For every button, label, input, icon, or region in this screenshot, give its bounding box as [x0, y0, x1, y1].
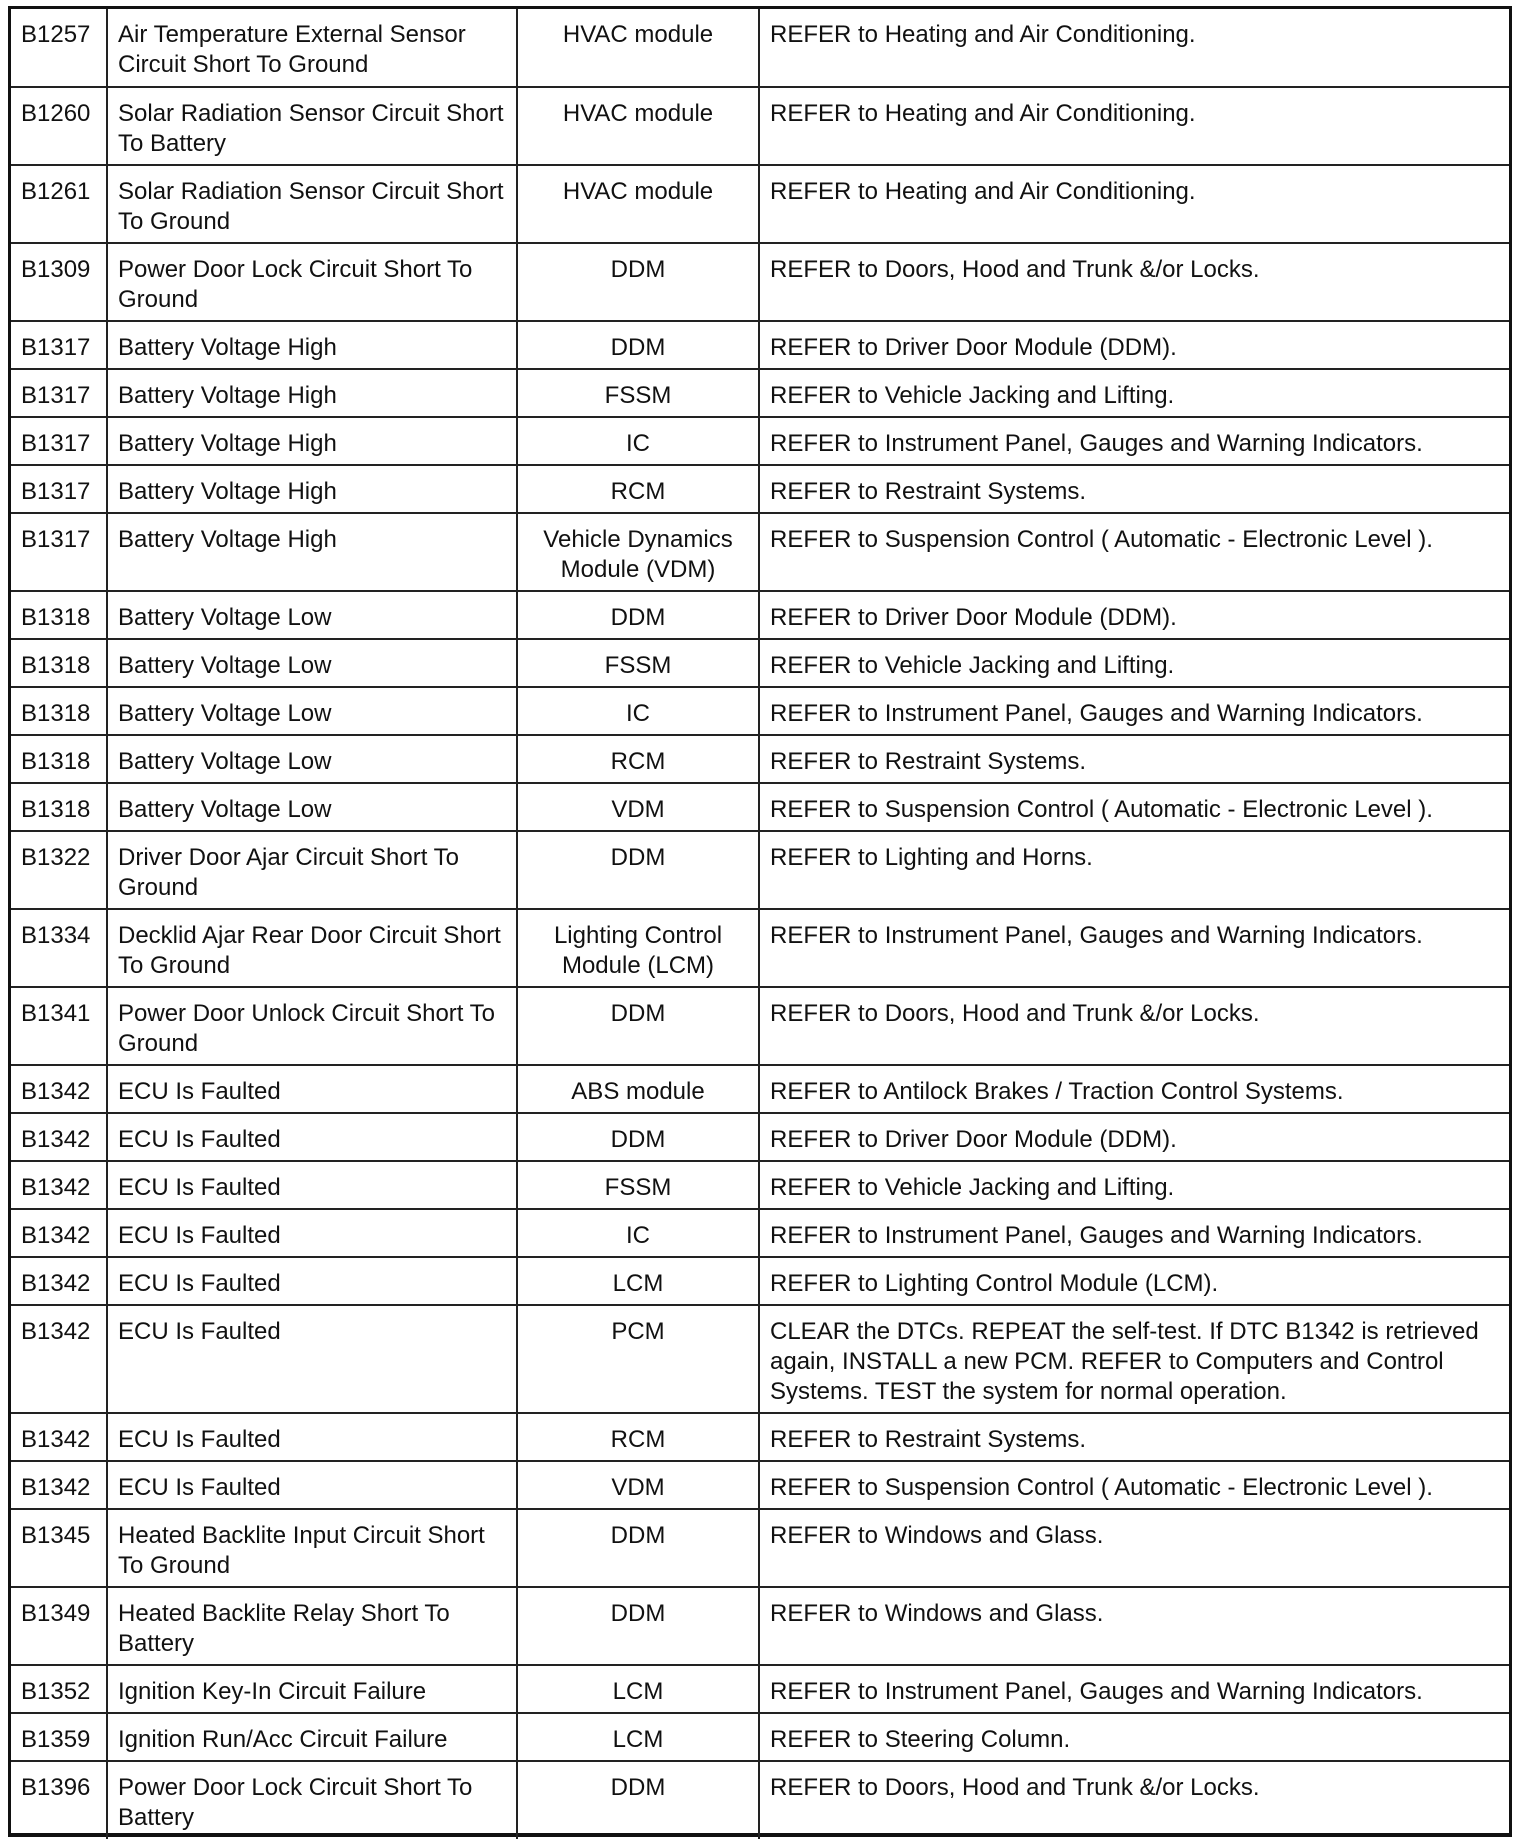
dtc-code-cell: B1257: [11, 9, 107, 87]
module-cell: RCM: [517, 1413, 759, 1461]
table-row: [11, 783, 1509, 831]
dtc-code-cell: B1349: [11, 1587, 107, 1665]
module-cell: PCM: [517, 1305, 759, 1413]
module-cell: LCM: [517, 1665, 759, 1713]
action-cell: REFER to Vehicle Jacking and Lifting.: [759, 369, 1509, 417]
module-cell: FSSM: [517, 639, 759, 687]
table-row: [11, 1305, 1509, 1413]
module-cell: IC: [517, 1209, 759, 1257]
module-cell: DDM: [517, 1587, 759, 1665]
description-cell: ECU Is Faulted: [107, 1305, 517, 1413]
description-cell: ECU Is Faulted: [107, 1065, 517, 1113]
description-cell: Battery Voltage High: [107, 321, 517, 369]
description-cell: Air Temperature External Sensor Circuit Short To Ground: [107, 9, 517, 87]
dtc-code-cell: B1342: [11, 1257, 107, 1305]
action-cell: REFER to Doors, Hood and Trunk &/or Locks.: [759, 1761, 1509, 1839]
module-cell: RCM: [517, 735, 759, 783]
action-cell: REFER to Vehicle Jacking and Lifting.: [759, 1161, 1509, 1209]
action-cell: REFER to Instrument Panel, Gauges and Warning Indicators.: [759, 909, 1509, 987]
module-cell: HVAC module: [517, 87, 759, 165]
module-cell: FSSM: [517, 369, 759, 417]
dtc-code-cell: B1345: [11, 1509, 107, 1587]
dtc-table: [11, 9, 1509, 1839]
table-row: [11, 639, 1509, 687]
description-cell: Ignition Run/Acc Circuit Failure: [107, 1713, 517, 1761]
module-cell: Lighting Control Module (LCM): [517, 909, 759, 987]
description-cell: Battery Voltage Low: [107, 639, 517, 687]
module-cell: VDM: [517, 1461, 759, 1509]
table-row: [11, 1065, 1509, 1113]
action-cell: REFER to Driver Door Module (DDM).: [759, 1113, 1509, 1161]
dtc-code-cell: B1342: [11, 1209, 107, 1257]
action-cell: REFER to Instrument Panel, Gauges and Warning Indicators.: [759, 687, 1509, 735]
dtc-code-cell: B1318: [11, 639, 107, 687]
dtc-code-cell: B1342: [11, 1413, 107, 1461]
table-row: [11, 735, 1509, 783]
dtc-code-cell: B1261: [11, 165, 107, 243]
module-cell: IC: [517, 417, 759, 465]
table-row: [11, 465, 1509, 513]
action-cell: REFER to Doors, Hood and Trunk &/or Locks.: [759, 987, 1509, 1065]
dtc-table-body: [11, 9, 1509, 1839]
dtc-code-cell: B1342: [11, 1161, 107, 1209]
description-cell: Battery Voltage Low: [107, 687, 517, 735]
description-cell: Heated Backlite Relay Short To Battery: [107, 1587, 517, 1665]
module-cell: DDM: [517, 1761, 759, 1839]
action-cell: REFER to Heating and Air Conditioning.: [759, 9, 1509, 87]
description-cell: Solar Radiation Sensor Circuit Short To Battery: [107, 87, 517, 165]
table-row: [11, 1713, 1509, 1761]
module-cell: RCM: [517, 465, 759, 513]
dtc-code-cell: B1318: [11, 783, 107, 831]
description-cell: Battery Voltage Low: [107, 591, 517, 639]
table-row: [11, 417, 1509, 465]
action-cell: CLEAR the DTCs. REPEAT the self-test. If DTC B1342 is retrieved again, INSTALL a new PCM. REFER to Computers and Control Systems. TEST the system for normal operation.: [759, 1305, 1509, 1413]
dtc-code-cell: B1260: [11, 87, 107, 165]
module-cell: DDM: [517, 321, 759, 369]
dtc-code-cell: B1317: [11, 369, 107, 417]
module-cell: LCM: [517, 1257, 759, 1305]
dtc-code-cell: B1318: [11, 591, 107, 639]
dtc-code-cell: B1342: [11, 1461, 107, 1509]
description-cell: ECU Is Faulted: [107, 1209, 517, 1257]
description-cell: Driver Door Ajar Circuit Short To Ground: [107, 831, 517, 909]
module-cell: DDM: [517, 243, 759, 321]
description-cell: ECU Is Faulted: [107, 1161, 517, 1209]
description-cell: ECU Is Faulted: [107, 1257, 517, 1305]
action-cell: REFER to Steering Column.: [759, 1713, 1509, 1761]
dtc-code-cell: B1322: [11, 831, 107, 909]
action-cell: REFER to Vehicle Jacking and Lifting.: [759, 639, 1509, 687]
module-cell: DDM: [517, 1509, 759, 1587]
action-cell: REFER to Windows and Glass.: [759, 1509, 1509, 1587]
action-cell: REFER to Suspension Control ( Automatic - Electronic Level ).: [759, 513, 1509, 591]
dtc-table-sheet: [8, 6, 1512, 1837]
action-cell: REFER to Instrument Panel, Gauges and Warning Indicators.: [759, 1209, 1509, 1257]
dtc-code-cell: B1318: [11, 735, 107, 783]
dtc-code-cell: B1342: [11, 1113, 107, 1161]
description-cell: ECU Is Faulted: [107, 1461, 517, 1509]
table-row: [11, 243, 1509, 321]
dtc-code-cell: B1342: [11, 1065, 107, 1113]
table-row: [11, 1587, 1509, 1665]
table-row: [11, 831, 1509, 909]
table-row: [11, 1413, 1509, 1461]
dtc-code-cell: B1334: [11, 909, 107, 987]
table-row: [11, 9, 1509, 87]
table-row: [11, 1113, 1509, 1161]
table-row: [11, 321, 1509, 369]
dtc-code-cell: B1352: [11, 1665, 107, 1713]
table-row: [11, 1461, 1509, 1509]
action-cell: REFER to Suspension Control ( Automatic - Electronic Level ).: [759, 1461, 1509, 1509]
action-cell: REFER to Restraint Systems.: [759, 735, 1509, 783]
action-cell: REFER to Driver Door Module (DDM).: [759, 591, 1509, 639]
description-cell: Heated Backlite Input Circuit Short To Ground: [107, 1509, 517, 1587]
dtc-code-cell: B1341: [11, 987, 107, 1065]
dtc-code-cell: B1396: [11, 1761, 107, 1839]
table-row: [11, 1257, 1509, 1305]
description-cell: Power Door Lock Circuit Short To Battery: [107, 1761, 517, 1839]
dtc-code-cell: B1317: [11, 465, 107, 513]
module-cell: FSSM: [517, 1161, 759, 1209]
table-row: [11, 513, 1509, 591]
table-row: [11, 1509, 1509, 1587]
module-cell: HVAC module: [517, 165, 759, 243]
description-cell: ECU Is Faulted: [107, 1413, 517, 1461]
action-cell: REFER to Lighting and Horns.: [759, 831, 1509, 909]
description-cell: Battery Voltage High: [107, 369, 517, 417]
action-cell: REFER to Restraint Systems.: [759, 1413, 1509, 1461]
table-row: [11, 165, 1509, 243]
action-cell: REFER to Instrument Panel, Gauges and Warning Indicators.: [759, 417, 1509, 465]
action-cell: REFER to Windows and Glass.: [759, 1587, 1509, 1665]
action-cell: REFER to Restraint Systems.: [759, 465, 1509, 513]
module-cell: LCM: [517, 1713, 759, 1761]
description-cell: Power Door Unlock Circuit Short To Ground: [107, 987, 517, 1065]
table-row: [11, 591, 1509, 639]
table-row: [11, 1161, 1509, 1209]
description-cell: Power Door Lock Circuit Short To Ground: [107, 243, 517, 321]
module-cell: ABS module: [517, 1065, 759, 1113]
action-cell: REFER to Suspension Control ( Automatic - Electronic Level ).: [759, 783, 1509, 831]
table-row: [11, 687, 1509, 735]
action-cell: REFER to Doors, Hood and Trunk &/or Locks.: [759, 243, 1509, 321]
table-row: [11, 1761, 1509, 1839]
table-row: [11, 87, 1509, 165]
module-cell: IC: [517, 687, 759, 735]
module-cell: DDM: [517, 831, 759, 909]
table-row: [11, 1665, 1509, 1713]
dtc-code-cell: B1317: [11, 417, 107, 465]
dtc-code-cell: B1318: [11, 687, 107, 735]
module-cell: DDM: [517, 591, 759, 639]
action-cell: REFER to Driver Door Module (DDM).: [759, 321, 1509, 369]
dtc-code-cell: B1317: [11, 321, 107, 369]
table-row: [11, 1209, 1509, 1257]
description-cell: Ignition Key-In Circuit Failure: [107, 1665, 517, 1713]
description-cell: Battery Voltage High: [107, 417, 517, 465]
dtc-code-cell: B1309: [11, 243, 107, 321]
module-cell: DDM: [517, 987, 759, 1065]
table-row: [11, 987, 1509, 1065]
description-cell: Battery Voltage Low: [107, 783, 517, 831]
action-cell: REFER to Heating and Air Conditioning.: [759, 165, 1509, 243]
action-cell: REFER to Heating and Air Conditioning.: [759, 87, 1509, 165]
table-row: [11, 369, 1509, 417]
description-cell: ECU Is Faulted: [107, 1113, 517, 1161]
description-cell: Battery Voltage High: [107, 465, 517, 513]
action-cell: REFER to Instrument Panel, Gauges and Warning Indicators.: [759, 1665, 1509, 1713]
description-cell: Decklid Ajar Rear Door Circuit Short To Ground: [107, 909, 517, 987]
module-cell: HVAC module: [517, 9, 759, 87]
action-cell: REFER to Antilock Brakes / Traction Control Systems.: [759, 1065, 1509, 1113]
dtc-code-cell: B1342: [11, 1305, 107, 1413]
module-cell: VDM: [517, 783, 759, 831]
module-cell: Vehicle Dynamics Module (VDM): [517, 513, 759, 591]
action-cell: REFER to Lighting Control Module (LCM).: [759, 1257, 1509, 1305]
description-cell: Solar Radiation Sensor Circuit Short To Ground: [107, 165, 517, 243]
description-cell: Battery Voltage High: [107, 513, 517, 591]
table-row: [11, 909, 1509, 987]
dtc-code-cell: B1317: [11, 513, 107, 591]
description-cell: Battery Voltage Low: [107, 735, 517, 783]
dtc-code-cell: B1359: [11, 1713, 107, 1761]
module-cell: DDM: [517, 1113, 759, 1161]
